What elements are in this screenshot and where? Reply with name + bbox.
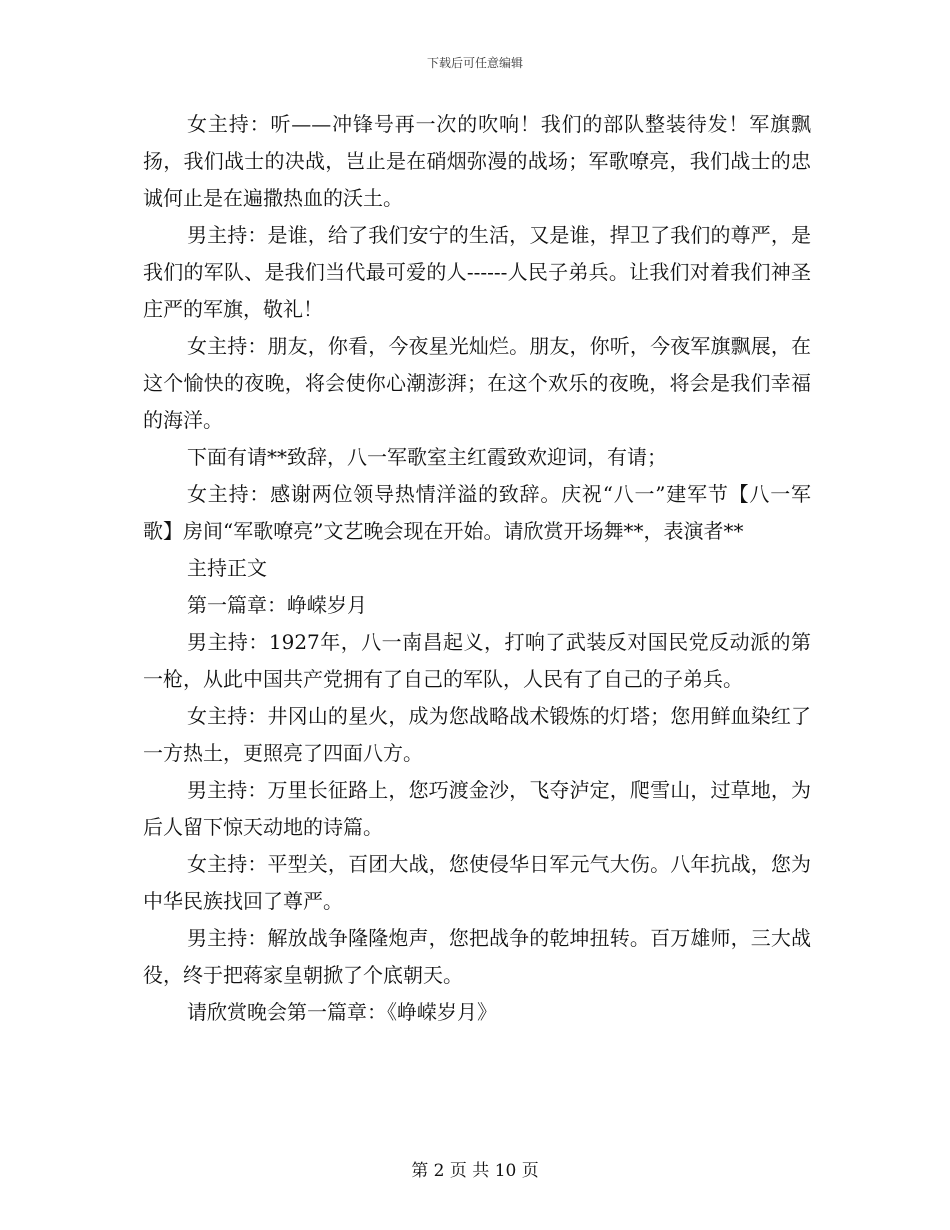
page-number: 第 2 页 共 10 页 — [411, 1161, 539, 1181]
paragraph: 下面有请**致辞，八一军歌室主红霞致欢迎词，有请； — [187, 445, 667, 469]
chapter-title: 第一篇章：峥嵘岁月 — [187, 593, 367, 617]
paragraph: 女主持：平型关，百团大战，您使侵华日军元气大伤。八年抗战，您为中华民族找回了尊严。 — [143, 852, 811, 913]
paragraph: 女主持：听——冲锋号再一次的吹响！我们的部队整装待发！军旗飘扬，我们战士的决战，岂止是在硝烟弥漫的战场；军歌嘹亮，我们战士的忠诚何止是在遍撒热血的沃土。 — [143, 112, 811, 210]
paragraph: 女主持：朋友，你看，今夜星光灿烂。朋友，你听，今夜军旗飘展，在这个愉快的夜晚，将会使你心潮澎湃；在这个欢乐的夜晚，将会是我们幸福的海洋。 — [143, 334, 811, 432]
paragraph: 男主持：1927年，八一南昌起义，打响了武装反对国民党反动派的第一枪，从此中国共产党拥有了自己的军队，人民有了自己的子弟兵。 — [143, 630, 811, 691]
paragraph: 请欣赏晚会第一篇章：《峥嵘岁月》 — [187, 1000, 497, 1024]
page-header: 下载后可任意编辑 — [426, 56, 523, 70]
paragraph: 男主持：解放战争隆隆炮声，您把战争的乾坤扭转。百万雄师，三大战役，终于把蒋家皇朝掀了个底朝天。 — [143, 926, 811, 987]
paragraph: 男主持：万里长征路上，您巧渡金沙，飞夺泸定，爬雪山，过草地，为后人留下惊天动地的诗篇。 — [143, 778, 811, 839]
paragraph: 女主持：感谢两位领导热情洋溢的致辞。庆祝“八一”建军节【八一军歌】房间“军歌嘹亮”文艺晚会现在开始。请欣赏开场舞**，表演者** — [143, 482, 811, 543]
paragraph: 女主持：井冈山的星火，成为您战略战术锻炼的灯塔；您用鲜血染红了一方热土，更照亮了四面八方。 — [143, 704, 811, 765]
section-label: 主持正文 — [187, 556, 267, 580]
document-body — [143, 106, 811, 1031]
paragraph: 男主持：是谁，给了我们安宁的生活，又是谁，捍卫了我们的尊严，是我们的军队、是我们当代最可爱的人------人民子弟兵。让我们对着我们神圣庄严的军旗，敬礼！ — [143, 223, 811, 321]
